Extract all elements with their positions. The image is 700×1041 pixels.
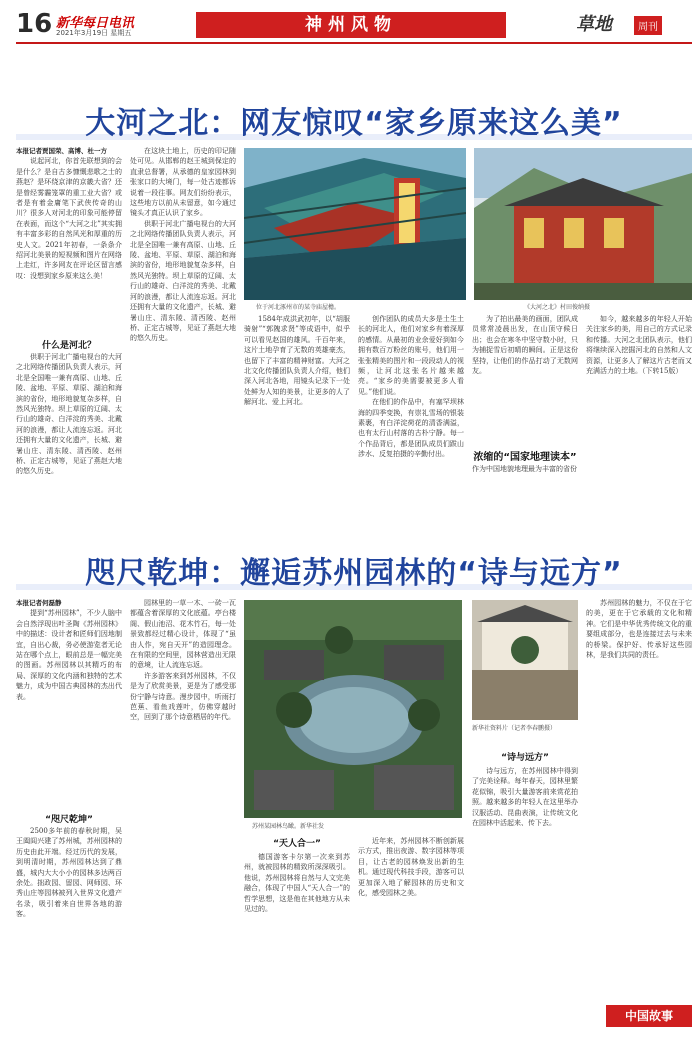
garden-corridor-illustration [472, 600, 578, 720]
article2-subhead-3: “诗与远方” [501, 753, 549, 763]
garden-photo-caption: 苏州某园林鸟瞰。新华社发 [252, 823, 325, 830]
brand-logo: 草地 [576, 14, 612, 35]
paper-name: 新华每日电讯 [56, 16, 135, 31]
article2-column-6 [586, 598, 692, 998]
article2-col6-text: 近年来，苏州园林不断创新展示方式，推出夜游、数字园林等项目，让古老的园林焕发出新的生机。通过现代科技手段，游客可以更加深入地了解园林的历史和文化，感受园林之美。 [358, 837, 464, 898]
photo2-caption: 《大河之北》村田俊纳摄 [524, 304, 591, 311]
article2-subhead-1: “咫尺乾坤” [45, 815, 93, 825]
article2-column-1 [16, 598, 122, 808]
article1-sidebar-title: 浓缩的“国家地理读本” [473, 452, 577, 463]
article1-photo-temple [244, 148, 466, 300]
article2-column-2 [130, 598, 236, 1026]
article1-column-1 [16, 146, 122, 336]
article1-column-3 [244, 314, 350, 520]
article2-col2-text: 2500多年前的春秋时期，吴王阖闾兴建了苏州城，苏州园林的历史由此开端。经过历代的发展，到明清时期，苏州园林达到了鼎盛，城内大大小小的园林多达两百余处。拙政园、留园、网师园、环秀山庄等园林被列入世界文化遗产名录，吸引着来自世界各地的游客。 [16, 827, 122, 919]
article1-col6-text: 在他们的作品中，有塞罕坝林海的四季变换，有崇礼雪场的银装素裹，有白洋淀荷花的清香满溢，也有太行山村落的古朴宁静。每一个作品背后，都是团队成员们跋山涉水、反复拍摄的辛勤付出。 [358, 398, 464, 459]
newspaper-page [16, 10, 692, 1032]
temple-eaves-illustration [244, 148, 466, 300]
garden-aerial-illustration [244, 600, 462, 818]
article1-column-4 [358, 314, 464, 520]
article1-column-1b [16, 352, 122, 520]
article2-byline: 本报记者何磊静 [16, 599, 62, 607]
photo1-caption: 位于河北涿州市的某寺庙屋檐。 [256, 304, 341, 311]
article2-column-4 [358, 836, 464, 1026]
article1-headline: 大河之北：网友惊叹“家乡原来这么美” [85, 106, 623, 141]
section-title: 神州风物 [196, 12, 506, 38]
article2-column-1b [16, 826, 122, 1026]
article1-column-2 [130, 146, 236, 520]
article1-col4-text: 1584年成洪武初年，以“胡服骑射”“郭隗求贤”等成语中，似乎可以看见赵国的雄风。千百年来，这片土地孕育了无数的英雄豪杰，也留下了丰富的精神财富。大河之北文化传播团队负责人介绍，他们深入河北各地，用镜头记录下一处处鲜为人知的美景，让更多的人了解河北、爱上河北。 [244, 315, 350, 407]
article2-col8-text: 苏州园林的魅力，不仅在于它的美，更在于它承载的文化和精神。它们是中华优秀传统文化的重要组成部分，也是连接过去与未来的桥梁。保护好、传承好这些园林，是我们共同的责任。 [586, 599, 692, 660]
article2-col1-text: 提到“苏州园林”，不少人脑中会自然浮现出叶圣陶《苏州园林》中的描述：设计者和匠师们因地制宜，自出心裁，务必使游览者无论站在哪个点上，眼前总是一幅完美的图画。苏州园林以其精巧的布局、深厚的文化内涵和独特的艺术魅力，成为中国古典园林的杰出代表。 [16, 609, 122, 701]
article1-column-6 [586, 314, 692, 520]
photo2-caption-2: 新华社资料片（记者李春鹏摄） [472, 725, 557, 732]
article2-column-5 [472, 766, 578, 1026]
article1-col5-text: 创作团队的成员大多是土生土长的河北人，他们对家乡有着深厚的感情。从最初的业余爱好到如今拥有数百万粉丝的账号，他们用一张张精美的图片和一段段动人的视频，让河北这张名片越来越亮。“家乡的美需要被更多人看见。”他们说。 [358, 315, 464, 396]
article2-headline: 咫尺乾坤：邂逅苏州园林的“诗与远方” [85, 556, 623, 591]
article1-photo-landscape [474, 148, 692, 300]
sidebar-caption-text: 作为中国地貌地理最为丰富的省份 [472, 465, 577, 473]
red-building-illustration [474, 148, 692, 300]
article2-column-3 [244, 852, 350, 1026]
article2-subhead-2: “天人合一” [273, 839, 321, 849]
brand-tag: 周刊 [634, 16, 662, 35]
footer-badge: 中国故事 [606, 1005, 692, 1027]
article1-subhead: 什么是河北？ [41, 341, 96, 351]
article2-photo-2 [472, 600, 578, 720]
article2-col5-text: 德国游客卡尔第一次来到苏州，就被园林的精致所深深吸引。他说，苏州园林将自然与人文完美融合，体现了中国人“天人合一”的哲学思想，这是他在其他地方从未见过的。 [244, 853, 350, 914]
article1-col8-text: 如今，越来越多的年轻人开始关注家乡的美，用自己的方式记录和传播。大河之北团队表示，他们将继续深入挖掘河北的自然和人文资源，让更多人了解这片古老而又充满活力的土地。（下转15版） [586, 315, 692, 376]
article2-col7-text: 诗与远方，在苏州园林中得到了完美诠释。每年春天，园林里繁花似锦，吸引大量游客前来赏花拍照。越来越多的年轻人在这里举办汉服活动、昆曲表演，让传统文化在园林中活起来、传下去。 [472, 767, 578, 828]
date-line: 2021年3月19日 星期五 [56, 29, 132, 37]
article1-col7-text: 为了拍出最美的画面，团队成员常常凌晨出发，在山顶守候日出；也会在寒冬中坚守数小时，只为捕捉雪后初晴的瞬间。正是这份坚持，让他们的作品打动了无数网友。 [472, 315, 578, 376]
article2-col3-text: 园林里的一草一木、一砖一瓦都蕴含着深厚的文化底蕴。亭台楼阁、假山池沼、花木竹石，每一处景致都经过精心设计，体现了“虽由人作，宛自天开”的造园理念。在有限的空间里，园林营造出无限的意境，让人流连忘返。 [130, 599, 236, 670]
article1-col2-text: 供职于河北广播电视台的大河之北网络传播团队负责人表示，河北是全国唯一兼有高原、山地、丘陵、盆地、平原、草原、湖泊和海滨的省份，地形地貌复杂多样，自然风光独特。坝上草原的辽阔、太行山的雄奇、白洋淀的秀美、北戴河的浪漫，都让人流连忘返。河北还拥有大量的文化遗产，长城、避暑山庄、清东陵、清西陵、赵州桥、正定古城等，见证了燕赵大地的悠久历史。 [16, 353, 122, 476]
article1-col3-text: 在这块土地上，历史的印记随处可见。从邯郸的赵王城到保定的直隶总督署，从承德的皇家园林到张家口的大境门，每一处古迹都诉说着一段往事。网友们纷纷表示，这些地方以前从未留意，如今通过镜头才真正认识了家乡。 [130, 147, 236, 218]
article2-photo-garden [244, 600, 462, 818]
masthead-rule [16, 42, 692, 44]
masthead [16, 10, 692, 38]
article1-sidebar-caption [472, 464, 578, 520]
article1-column-5 [472, 314, 578, 444]
page-number: 16 [16, 9, 53, 39]
article2-col4-text: 许多游客来到苏州园林，不仅是为了欣赏美景，更是为了感受那份宁静与诗意。漫步园中，听雨打芭蕉、看鱼戏莲叶，仿佛穿越时空，回到了那个诗意栖居的年代。 [130, 671, 236, 722]
article1-byline: 本报记者贾国荣、高博、杜一方 [16, 147, 107, 155]
article1-col3b-text: 供职于河北广播电视台的大河之北网络传播团队负责人表示，河北是全国唯一兼有高原、山地、丘陵、盆地、平原、草原、湖泊和海滨的省份，地形地貌复杂多样，自然风光独特。坝上草原的辽阔、太行山的雄奇、白洋淀的秀美、北戴河的浪漫，都让人流连忘返。河北还拥有大量的文化遗产，长城、避暑山庄、清东陵、清西陵、赵州桥、正定古城等，见证了燕赵大地的悠久历史。 [130, 219, 236, 343]
article1-col1-text: 说起河北，你首先联想到的会是什么？是自古多慷慨悲歌之士的燕赵？是环绕京津的京畿大省？还是曾经雾霾笼罩的重工业大省？或者是有着金庸笔下武侠传奇的山川？很多人对河北的印象可能停留在表面，而这个“大河之北”其实拥有丰富多彩的自然风光和厚重的历史人文。2021年初春，一条条介绍河北美景的短视频和图片在网络上走红，许多网友在评论区留言感叹：没想到家乡原来这么美！ [16, 157, 122, 280]
